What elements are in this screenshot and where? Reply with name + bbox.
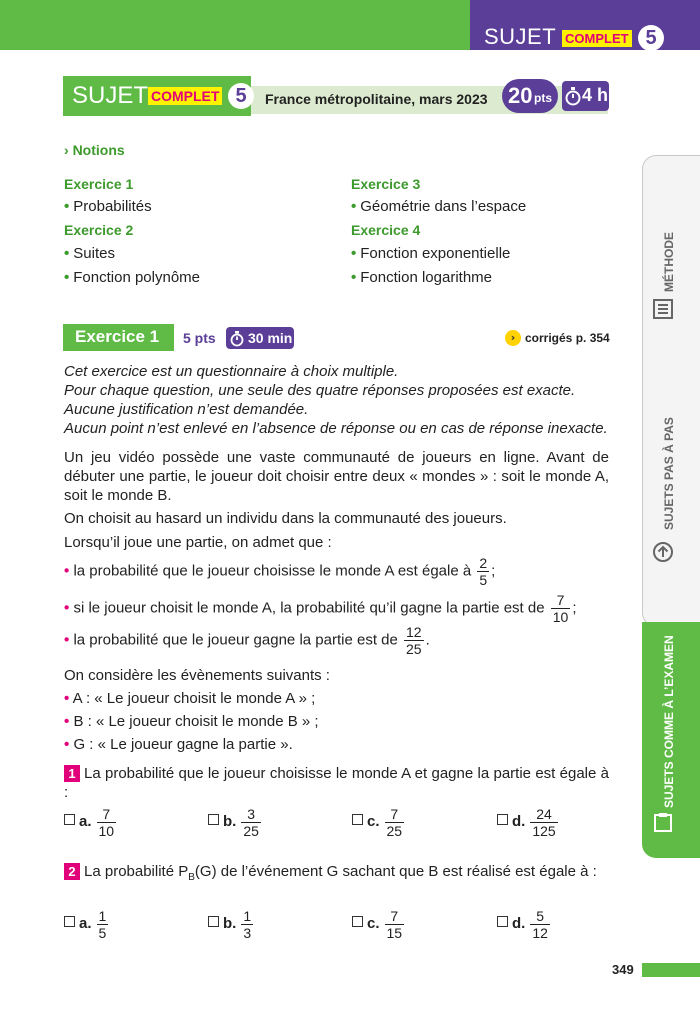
sidebar-tab-methode[interactable]: MÉTHODE [662,232,676,292]
question-1-text: 1 La probabilité que le joueur choisisse le monde A et gagne la partie est égale à : [64,765,609,801]
answer-option-1a[interactable]: a. $\frac{7}{10}$ [64,806,118,839]
exercise-title-banner: Exercice 1 [63,324,174,351]
checkbox-icon [497,916,508,927]
duration-value: 4 h [582,85,609,105]
notion-exercise-title: Exercice 2 [64,222,134,238]
checkbox-icon [352,916,363,927]
checkbox-icon [352,814,363,825]
exercise-duration-value: 30 min [248,330,293,346]
checkbox-icon [64,916,75,927]
total-points-badge [502,79,558,113]
hypothesis-item: • si le joueur choisit le monde A, la probabilité qu’il gagne la partie est de $\frac{7}{10}$ ; [64,592,577,625]
exam-session-title: France métropolitaine, mars 2023 [265,91,488,107]
sidebar-tab-examen-label[interactable]: SUJETS COMME À L’EXAMEN [662,635,676,808]
question-number-badge: 1 [64,765,80,782]
arrow-up-circle-icon [652,541,674,563]
sidebar-tab-pas-a-pas[interactable]: SUJETS PAS À PAS [662,417,676,530]
answer-option-2d[interactable]: d. $\frac{5}{12}$ [497,908,552,941]
answer-option-1c[interactable]: c. $\frac{7}{25}$ [352,806,406,839]
checkbox-icon [64,814,75,825]
hypothesis-item: • la probabilité que le joueur gagne la partie est de $\frac{12}{25}$ . [64,624,430,657]
notion-exercise-title: Exercice 4 [351,222,421,238]
corriges-link[interactable]: corrigés p. 354 [525,331,610,345]
answer-option-2a[interactable]: a. $\frac{1}{5}$ [64,908,110,941]
checkbox-icon [208,814,219,825]
header-sujet-label: SUJET [72,82,149,109]
notion-item: • Fonction polynôme [64,269,201,286]
exercise-points: 5 pts [183,330,216,346]
stopwatch-icon [230,330,244,347]
notion-exercise-title: Exercice 3 [351,176,421,192]
answer-option-1b[interactable]: b. $\frac{3}{25}$ [208,806,263,839]
total-points-value: 20 [508,83,533,108]
answer-option-2b[interactable]: b. $\frac{1}{3}$ [208,908,255,941]
answer-option-1d[interactable]: d. $\frac{24}{125}$ [497,806,560,839]
arrow-right-icon: › [505,330,521,346]
problem-paragraph: On considère les évènements suivants : [64,667,330,684]
total-points-unit: pts [534,91,552,105]
checkbox-icon [208,916,219,927]
clipboard-icon [652,811,674,833]
duration-badge [562,81,609,111]
exercise-duration-badge [226,327,294,349]
answer-option-2c[interactable]: c. $\frac{7}{15}$ [352,908,406,941]
exercise-instructions: Cet exercice est un questionnaire à choix multiple. Pour chaque question, une seule des quatre réponses proposées est exacte. Aucune justification n’est demandée. Aucun point n’est enlevé en l’absence de réponse ou en cas de réponse inexacte. [64,363,608,437]
checkbox-icon [497,814,508,825]
problem-paragraph: On choisit au hasard un individu dans la communauté des joueurs. [64,510,507,527]
hypothesis-item: • la probabilité que le joueur choisisse le monde A est égale à $\frac{2}{5}$ ; [64,555,496,588]
event-item: • A : « Le joueur choisit le monde A » ; [64,690,316,707]
notion-item: • Géométrie dans l’espace [351,198,527,215]
top-sujet-number: 5 [638,25,664,51]
checklist-icon [652,298,674,320]
event-item: • G : « Le joueur gagne la partie ». [64,736,293,753]
notion-item: • Probabilités [64,198,152,215]
header-complet-badge: COMPLET [148,87,222,105]
event-item: • B : « Le joueur choisit le monde B » ; [64,713,319,730]
notion-exercise-title: Exercice 1 [64,176,134,192]
notion-item: • Fonction exponentielle [351,245,511,262]
notion-item: • Fonction logarithme [351,269,492,286]
notions-heading: › Notions [64,142,125,158]
header-sujet-number: 5 [228,83,254,109]
page-number-bar [642,963,700,977]
question-number-badge: 2 [64,863,80,880]
top-complet-badge: COMPLET [562,30,632,47]
problem-paragraph: Lorsqu’il joue une partie, on admet que : [64,534,332,551]
problem-paragraph: Un jeu vidéo possède une vaste communauté de joueurs en ligne. Avant de débuter une partie, le joueur doit choisir entre deux « mondes » : soit le monde A, soit le monde B. [64,449,609,504]
notion-item: • Suites [64,245,115,262]
question-2-text: 2 La probabilité $P_B(G)$ de l’événement G sachant que B est réalisé est égale à : [64,862,609,887]
chevron-right-icon: › [64,142,69,158]
top-sujet-label: SUJET [484,24,557,49]
page-number: 349 [612,962,634,977]
stopwatch-icon [565,86,581,106]
